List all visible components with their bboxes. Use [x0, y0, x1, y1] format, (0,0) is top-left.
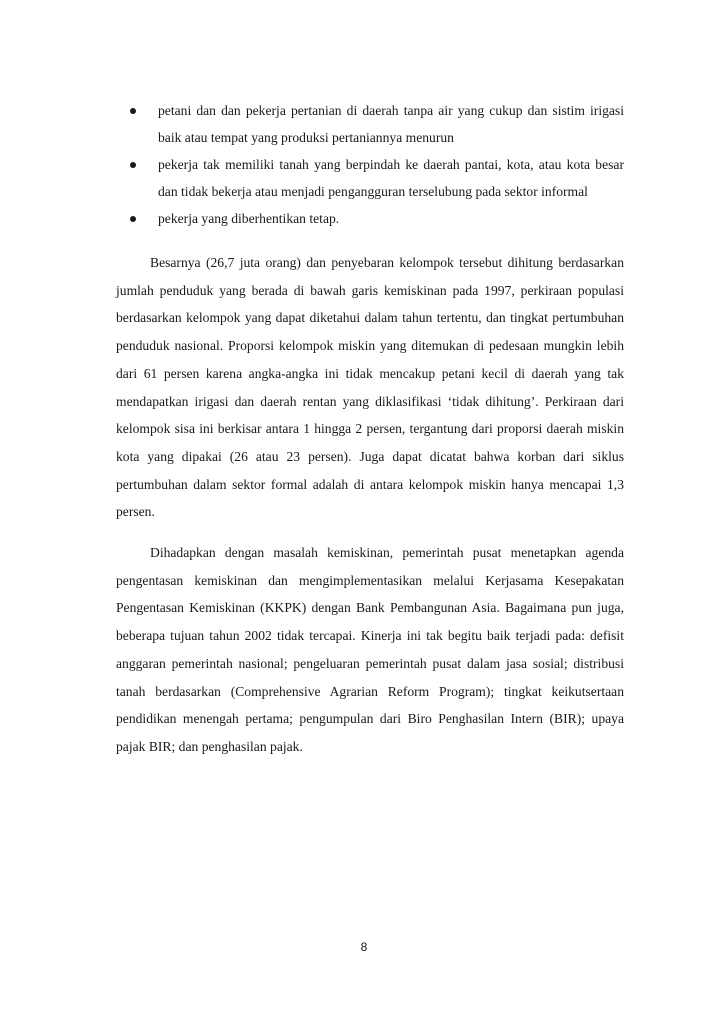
- paragraph: Dihadapkan dengan masalah kemiskinan, pemerintah pusat menetapkan agenda pengentasan kemiskinan dan mengimplementasikan melalui Kerjasama Kesepakatan Pengentasan Kemiskinan (KKPK) dengan Bank Pembangunan Asia. Bagaimana pun juga, beberapa tujuan tahun 2002 tidak tercapai. Kinerja ini tak begitu baik terjadi pada: defisit anggaran pemerintah nasional; pengeluaran pemerintah pusat dalam jasa sosial; distribusi tanah berdasarkan (Comprehensive Agrarian Reform Program); tingkat keikutsertaan pendidikan menengah pertama; pengumpulan dari Biro Penghasilan Intern (BIR); upaya pajak BIR; dan penghasilan pajak.: [116, 545, 624, 754]
- bullet-icon: [130, 108, 136, 114]
- list-item: [116, 205, 624, 232]
- list-item-text: pekerja tak memiliki tanah yang berpindah ke daerah pantai, kota, atau kota besar dan tidak bekerja atau menjadi pengangguran terselubung pada sektor informal: [158, 157, 624, 199]
- page-number: 8: [360, 940, 368, 954]
- list-item: [116, 97, 624, 151]
- bullet-list: [116, 97, 624, 232]
- bullet-icon: [130, 162, 136, 168]
- list-item-text: pekerja yang diberhentikan tetap.: [158, 211, 340, 226]
- list-item-text: petani dan dan pekerja pertanian di daerah tanpa air yang cukup dan sistim irigasi baik atau tempat yang produksi pertaniannya menurun: [158, 103, 624, 145]
- bullet-icon: [130, 216, 136, 222]
- list-item: [116, 151, 624, 205]
- paragraph: Besarnya (26,7 juta orang) dan penyebaran kelompok tersebut dihitung berdasarkan jumlah penduduk yang berada di bawah garis kemiskinan pada 1997, perkiraan populasi berdasarkan kelompok yang dapat diketahui dalam tahun tertentu, dan tingkat pertumbuhan penduduk nasional. Proporsi kelompok miskin yang ditemukan di pedesaan mungkin lebih dari 61 persen karena angka-angka ini tidak mencakup petani kecil di daerah yang tak mendapatkan irigasi dan daerah rentan yang diklasifikasi ‘tidak dihitung’. Perkiraan dari kelompok sisa ini berkisar antara 1 hingga 2 persen, tergantung dari proporsi daerah miskin kota yang dipakai (26 atau 23 persen). Juga dapat dicatat bahwa korban dari siklus pertumbuhan dalam sektor formal adalah di antara kelompok miskin hanya mencapai 1,3 persen.: [116, 255, 624, 520]
